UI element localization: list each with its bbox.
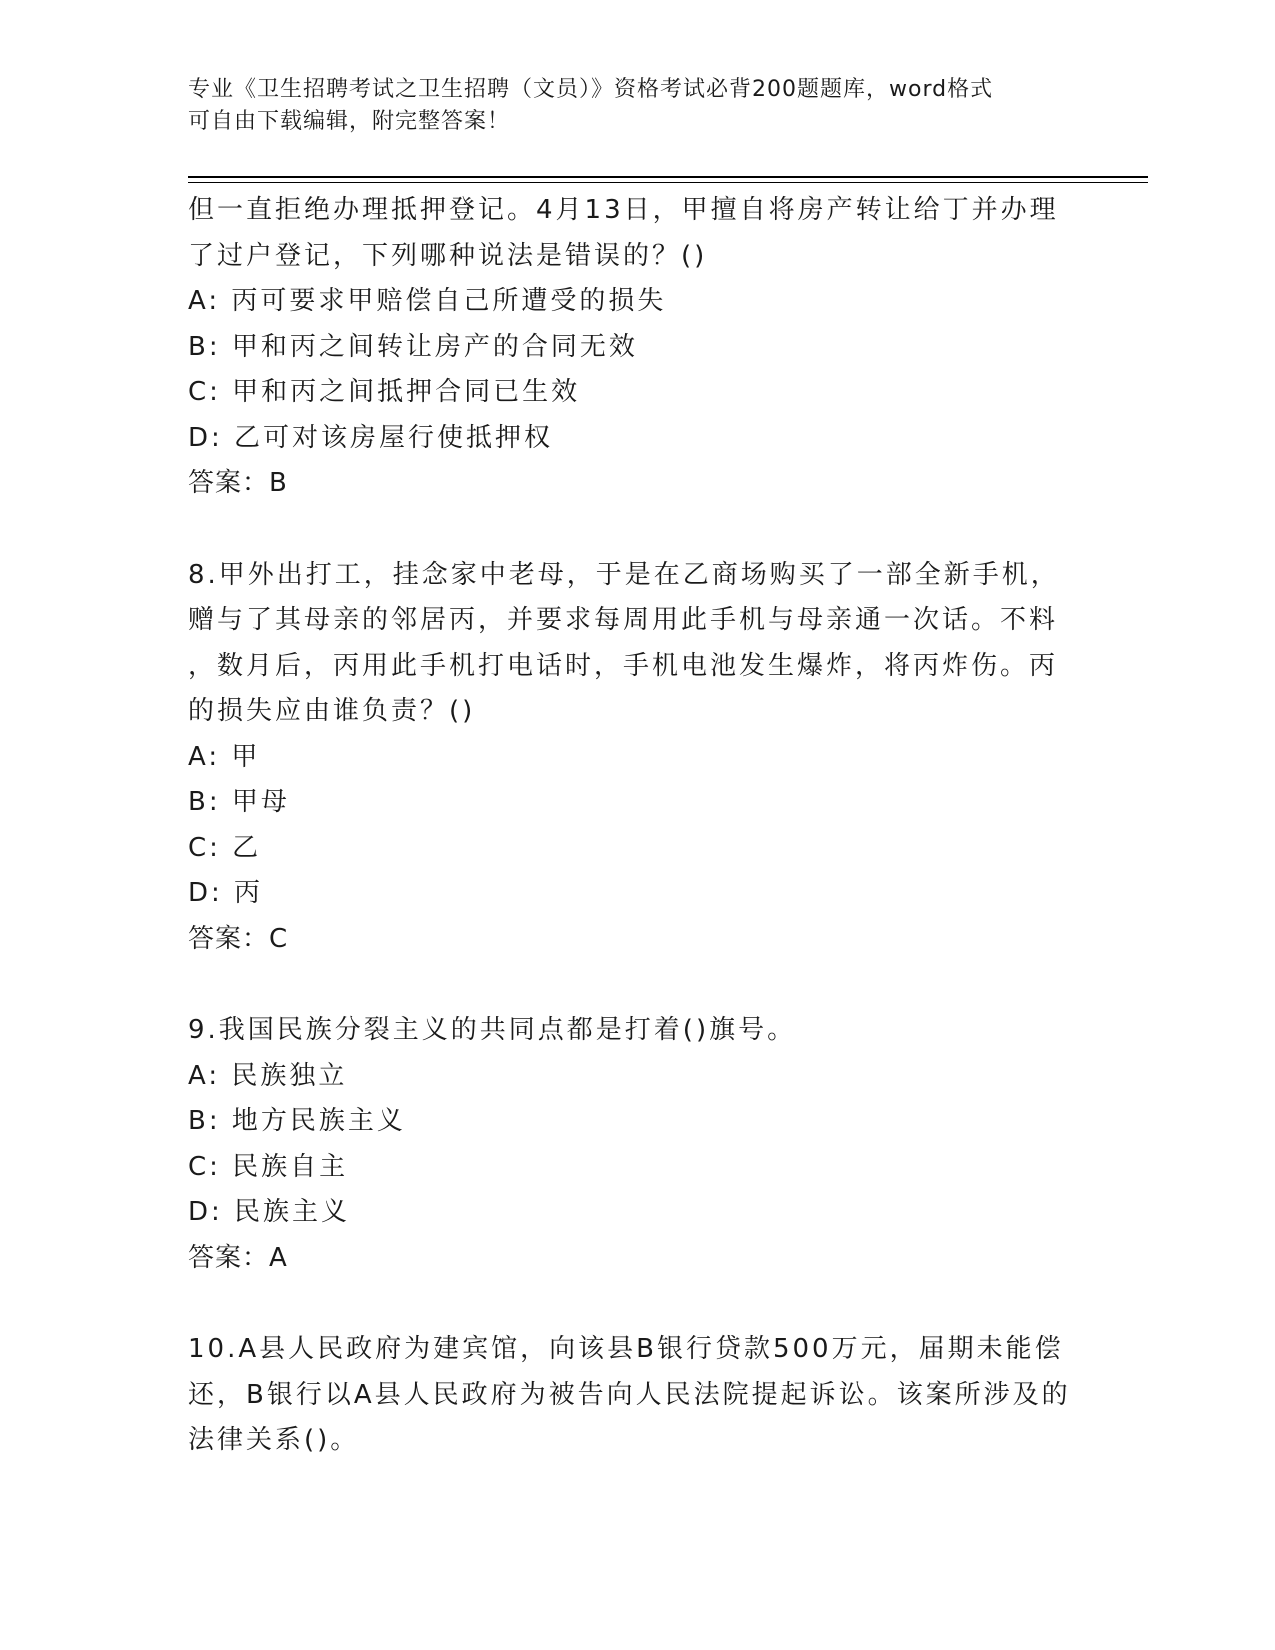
option-d: D: 民族主义 <box>188 1197 351 1227</box>
answer: 答案：C <box>188 923 289 954</box>
question-text-line: 还，B银行以A县人民政府为被告向人民法院提起诉讼。该案所涉及的 <box>188 1379 1071 1410</box>
option-b: B: 甲母 <box>188 787 290 817</box>
question-text-line: 赠与了其母亲的邻居丙，并要求每周用此手机与母亲通一次话。不料 <box>188 605 1059 635</box>
question-text-line: 8.甲外出打工，挂念家中老母，于是在乙商场购买了一部全新手机， <box>188 559 1060 590</box>
option-c: C: 民族自主 <box>188 1151 349 1182</box>
question-text-line: 9.我国民族分裂主义的共同点都是打着()旗号。 <box>188 1015 797 1045</box>
question-9 <box>188 1008 1088 1281</box>
question-content <box>188 188 1088 1464</box>
question-text-line: 的损失应由谁负责？() <box>188 696 476 726</box>
document-header <box>188 74 1088 138</box>
option-c: C: 甲和丙之间抵押合同已生效 <box>188 377 581 407</box>
spacer <box>188 507 1088 553</box>
option-d: D: 乙可对该房屋行使抵押权 <box>188 422 554 453</box>
option-a: A: 民族独立 <box>188 1060 348 1091</box>
question-text-line: 法律关系()。 <box>188 1425 360 1455</box>
question-text-line: 但一直拒绝办理抵押登记。4月13日，甲擅自将房产转让给丁并办理 <box>188 195 1059 225</box>
option-c: C: 乙 <box>188 832 262 863</box>
question-text-line: 10.A县人民政府为建宾馆，向该县B银行贷款500万元，届期未能偿 <box>188 1334 1064 1364</box>
question-text-line: ，数月后，丙用此手机打电话时，手机电池发生爆炸，将丙炸伤。丙 <box>188 650 1059 681</box>
option-b: B: 地方民族主义 <box>188 1106 406 1136</box>
header-divider-thick <box>188 176 1148 178</box>
option-a: A: 丙可要求甲赔偿自己所遭受的损失 <box>188 286 667 316</box>
spacer <box>188 962 1088 1008</box>
question-10 <box>188 1327 1088 1464</box>
question-7 <box>188 188 1088 507</box>
question-8 <box>188 553 1088 963</box>
answer: 答案：B <box>188 468 288 498</box>
header-divider-thin <box>188 182 1148 183</box>
option-d: D: 丙 <box>188 878 264 908</box>
option-a: A: 甲 <box>188 741 261 772</box>
option-b: B: 甲和丙之间转让房产的合同无效 <box>188 331 638 362</box>
spacer <box>188 1281 1088 1327</box>
answer: 答案：A <box>188 1242 288 1273</box>
header-line-1: 专业《卫生招聘考试之卫生招聘（文员）》资格考试必背200题题库，word格式 <box>188 77 994 102</box>
question-text-line: 了过户登记，下列哪种说法是错误的？() <box>188 240 708 271</box>
header-line-2: 可自由下载编辑，附完整答案！ <box>188 109 511 134</box>
